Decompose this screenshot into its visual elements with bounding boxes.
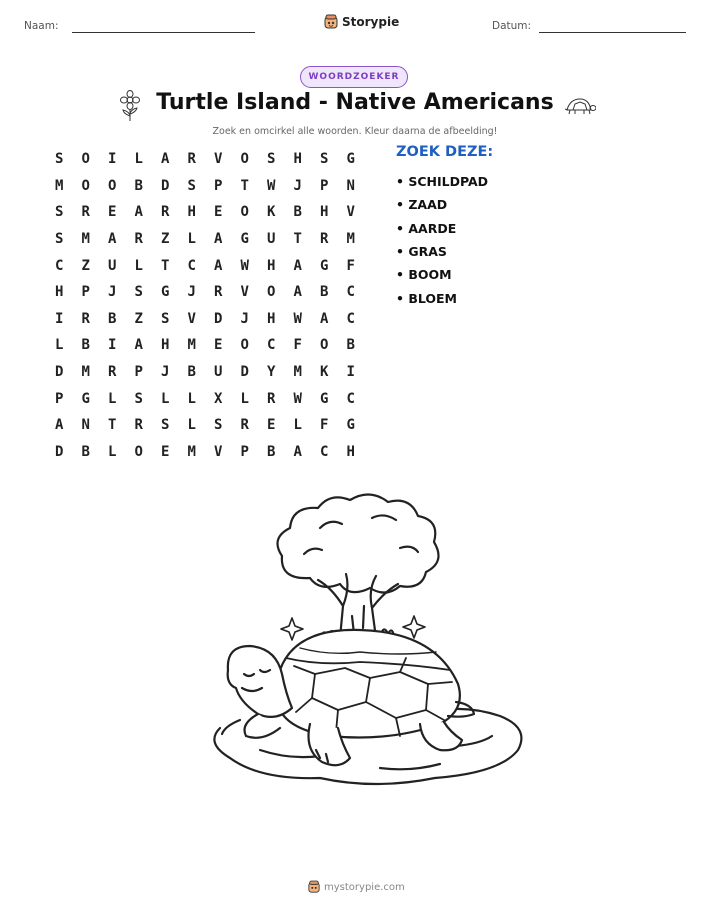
grid-letter[interactable]: M <box>346 231 355 248</box>
grid-letter[interactable]: S <box>161 417 170 434</box>
grid-letter[interactable]: F <box>293 337 302 354</box>
grid-row <box>46 252 364 279</box>
grid-letter[interactable]: P <box>55 390 64 407</box>
grid-letter[interactable]: H <box>293 151 302 168</box>
grid-letter[interactable]: M <box>187 443 196 460</box>
grid-letter[interactable]: H <box>161 337 170 354</box>
grid-letter[interactable]: I <box>108 151 117 168</box>
grid-letter[interactable]: L <box>134 151 143 168</box>
grid-letter[interactable]: J <box>293 177 302 194</box>
grid-letter[interactable]: P <box>240 443 249 460</box>
grid-letter[interactable]: V <box>187 310 196 327</box>
grid-row <box>46 279 364 306</box>
grid-letter[interactable]: S <box>320 151 329 168</box>
grid-letter[interactable]: H <box>267 310 276 327</box>
pie-mascot-icon <box>324 14 338 30</box>
grid-letter[interactable]: V <box>346 204 355 221</box>
grid-letter[interactable]: R <box>81 310 90 327</box>
grid-letter[interactable]: S <box>134 390 143 407</box>
grid-letter[interactable]: R <box>240 417 249 434</box>
grid-letter[interactable]: F <box>320 417 329 434</box>
brand-name: Storypie <box>342 15 400 29</box>
grid-letter[interactable]: J <box>108 284 117 301</box>
instructions: Zoek en omcirkel alle woorden. Kleur daarna de afbeelding! <box>212 126 498 137</box>
grid-letter[interactable]: D <box>55 364 64 381</box>
grid-letter[interactable]: V <box>214 151 223 168</box>
grid-letter[interactable]: W <box>240 257 249 274</box>
grid-row <box>46 306 364 333</box>
grid-letter[interactable]: L <box>55 337 64 354</box>
grid-letter[interactable]: L <box>187 231 196 248</box>
grid-letter[interactable]: P <box>320 177 329 194</box>
grid-letter[interactable]: A <box>214 231 223 248</box>
word-item: • ZAAD <box>396 197 448 213</box>
grid-letter[interactable]: B <box>187 364 196 381</box>
grid-letter[interactable]: C <box>346 310 355 327</box>
pie-mascot-icon <box>308 880 320 894</box>
grid-letter[interactable]: V <box>214 443 223 460</box>
grid-letter[interactable]: K <box>267 204 276 221</box>
turtle-icon <box>562 96 596 116</box>
date-label: Datum: <box>492 20 532 32</box>
grid-letter[interactable]: M <box>187 337 196 354</box>
grid-letter[interactable]: B <box>134 177 143 194</box>
grid-letter[interactable]: E <box>161 443 170 460</box>
grid-letter[interactable]: R <box>134 231 143 248</box>
grid-letter[interactable]: F <box>346 257 355 274</box>
footer <box>308 880 405 894</box>
grid-letter[interactable]: A <box>161 151 170 168</box>
grid-letter[interactable]: P <box>214 177 223 194</box>
date-line[interactable] <box>539 32 686 33</box>
grid-letter[interactable]: V <box>240 284 249 301</box>
grid-letter[interactable]: N <box>81 417 90 434</box>
grid-letter[interactable]: P <box>134 364 143 381</box>
name-label: Naam: <box>24 20 59 32</box>
grid-letter[interactable]: I <box>55 310 64 327</box>
word-list-title: ZOEK DEZE: <box>396 144 494 160</box>
grid-letter[interactable]: B <box>346 337 355 354</box>
grid-row <box>46 412 364 439</box>
grid-letter[interactable]: U <box>267 231 276 248</box>
grid-letter[interactable]: D <box>161 177 170 194</box>
grid-letter[interactable]: C <box>346 390 355 407</box>
grid-letter[interactable]: B <box>81 337 90 354</box>
grid-letter[interactable]: Z <box>81 257 90 274</box>
grid-letter[interactable]: B <box>293 204 302 221</box>
grid-letter[interactable]: N <box>346 177 355 194</box>
grid-letter[interactable]: A <box>214 257 223 274</box>
grid-letter[interactable]: G <box>320 257 329 274</box>
grid-letter[interactable]: C <box>187 257 196 274</box>
grid-letter[interactable]: O <box>267 284 276 301</box>
grid-letter[interactable]: S <box>267 151 276 168</box>
grid-letter[interactable]: G <box>161 284 170 301</box>
turtle-with-tree-illustration[interactable] <box>200 488 530 798</box>
grid-letter[interactable]: L <box>108 443 117 460</box>
grid-letter[interactable]: O <box>81 177 90 194</box>
grid-letter[interactable]: Z <box>134 310 143 327</box>
grid-letter[interactable]: G <box>346 151 355 168</box>
grid-letter[interactable]: G <box>240 231 249 248</box>
grid-letter[interactable]: H <box>55 284 64 301</box>
grid-letter[interactable]: O <box>134 443 143 460</box>
word-list <box>396 170 488 310</box>
grid-letter[interactable]: D <box>55 443 64 460</box>
grid-row <box>46 359 364 386</box>
grid-row <box>46 332 364 359</box>
grid-letter[interactable]: R <box>267 390 276 407</box>
grid-letter[interactable]: A <box>293 443 302 460</box>
grid-letter[interactable]: R <box>161 204 170 221</box>
grid-letter[interactable]: R <box>187 151 196 168</box>
grid-letter[interactable]: E <box>267 417 276 434</box>
grid-letter[interactable]: I <box>108 337 117 354</box>
grid-letter[interactable]: C <box>267 337 276 354</box>
grid-letter[interactable]: H <box>346 443 355 460</box>
grid-letter[interactable]: Y <box>267 364 276 381</box>
grid-letter[interactable]: W <box>293 390 302 407</box>
grid-letter[interactable]: A <box>293 284 302 301</box>
grid-letter[interactable]: M <box>55 177 64 194</box>
name-line[interactable] <box>72 32 255 33</box>
grid-letter[interactable]: L <box>240 390 249 407</box>
grid-letter[interactable]: C <box>346 284 355 301</box>
grid-row <box>46 226 364 253</box>
grid-row <box>46 146 364 173</box>
grid-letter[interactable]: H <box>320 204 329 221</box>
grid-letter[interactable]: U <box>214 364 223 381</box>
grid-letter[interactable]: Z <box>161 231 170 248</box>
grid-letter[interactable]: S <box>214 417 223 434</box>
grid-letter[interactable]: L <box>187 390 196 407</box>
grid-letter[interactable]: B <box>108 310 117 327</box>
grid-letter[interactable]: O <box>108 177 117 194</box>
grid-letter[interactable]: R <box>108 364 117 381</box>
grid-letter[interactable]: O <box>320 337 329 354</box>
word-item: • SCHILDPAD <box>396 174 489 190</box>
grid-letter[interactable]: M <box>81 231 90 248</box>
grid-letter[interactable]: X <box>214 390 223 407</box>
grid-letter[interactable]: C <box>55 257 64 274</box>
grid-letter[interactable]: R <box>81 204 90 221</box>
grid-letter[interactable]: R <box>134 417 143 434</box>
grid-letter[interactable]: G <box>320 390 329 407</box>
grid-letter[interactable]: J <box>161 364 170 381</box>
grid-letter[interactable]: L <box>293 417 302 434</box>
grid-letter[interactable]: D <box>240 364 249 381</box>
grid-letter[interactable]: K <box>320 364 329 381</box>
grid-letter[interactable]: U <box>108 257 117 274</box>
footer-url[interactable]: mystorypie.com <box>324 881 405 893</box>
grid-letter[interactable]: C <box>320 443 329 460</box>
word-item: • AARDE <box>396 220 457 236</box>
grid-letter[interactable]: I <box>346 364 355 381</box>
grid-letter[interactable]: O <box>240 337 249 354</box>
grid-letter[interactable]: S <box>134 284 143 301</box>
page-title: Turtle Island - Native Americans <box>156 90 554 115</box>
grid-letter[interactable]: A <box>134 337 143 354</box>
grid-letter[interactable]: A <box>134 204 143 221</box>
grid-letter[interactable]: J <box>187 284 196 301</box>
grid-letter[interactable]: E <box>214 337 223 354</box>
grid-letter[interactable]: S <box>55 204 64 221</box>
grid-letter[interactable]: T <box>240 177 249 194</box>
flower-icon <box>118 90 142 122</box>
grid-letter[interactable]: T <box>108 417 117 434</box>
grid-letter[interactable]: A <box>55 417 64 434</box>
grid-letter[interactable]: S <box>161 310 170 327</box>
grid-letter[interactable]: E <box>214 204 223 221</box>
grid-letter[interactable]: J <box>240 310 249 327</box>
grid-letter[interactable]: H <box>187 204 196 221</box>
grid-letter[interactable]: A <box>293 257 302 274</box>
grid-letter[interactable]: A <box>320 310 329 327</box>
grid-letter[interactable]: S <box>55 231 64 248</box>
grid-letter[interactable]: M <box>81 364 90 381</box>
word-item: • BOOM <box>396 267 452 283</box>
grid-letter[interactable]: B <box>81 443 90 460</box>
grid-letter[interactable]: E <box>108 204 117 221</box>
grid-letter[interactable]: O <box>240 151 249 168</box>
grid-row <box>46 439 364 466</box>
grid-letter[interactable]: S <box>187 177 196 194</box>
grid-letter[interactable]: B <box>320 284 329 301</box>
grid-letter[interactable]: T <box>293 231 302 248</box>
word-item: • GRAS <box>396 244 447 260</box>
grid-letter[interactable]: G <box>346 417 355 434</box>
grid-letter[interactable]: L <box>187 417 196 434</box>
grid-letter[interactable]: O <box>240 204 249 221</box>
grid-letter[interactable]: G <box>81 390 90 407</box>
brand-logo <box>324 14 399 30</box>
grid-letter[interactable]: R <box>320 231 329 248</box>
grid-letter[interactable]: S <box>55 151 64 168</box>
grid-letter[interactable]: W <box>267 177 276 194</box>
grid-row <box>46 385 364 412</box>
grid-letter[interactable]: L <box>108 390 117 407</box>
grid-letter[interactable]: D <box>214 310 223 327</box>
word-item: • BLOEM <box>396 290 457 306</box>
grid-letter[interactable]: W <box>293 310 302 327</box>
grid-letter[interactable]: B <box>267 443 276 460</box>
grid-letter[interactable]: A <box>108 231 117 248</box>
grid-letter[interactable]: P <box>81 284 90 301</box>
grid-row <box>46 173 364 200</box>
grid-letter[interactable]: T <box>161 257 170 274</box>
grid-letter[interactable]: R <box>214 284 223 301</box>
grid-letter[interactable]: O <box>81 151 90 168</box>
grid-letter[interactable]: M <box>293 364 302 381</box>
word-search-grid[interactable] <box>46 146 364 465</box>
grid-letter[interactable]: L <box>134 257 143 274</box>
grid-letter[interactable]: L <box>161 390 170 407</box>
category-badge: WOORDZOEKER <box>300 66 408 88</box>
grid-letter[interactable]: H <box>267 257 276 274</box>
grid-row <box>46 199 364 226</box>
